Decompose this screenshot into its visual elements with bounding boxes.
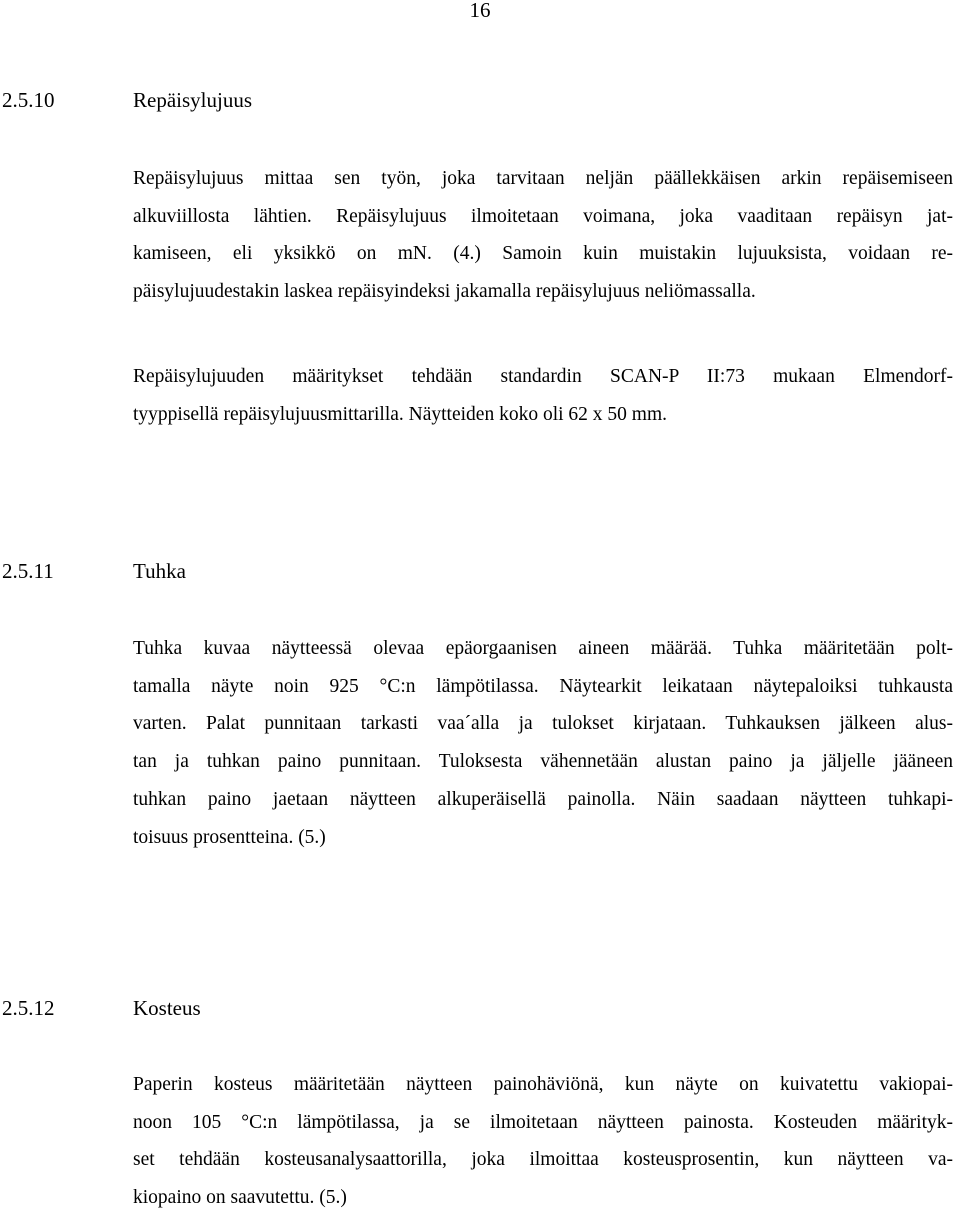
paragraph-repaisylujuus-method	[133, 358, 953, 433]
section-heading-kosteus	[2, 996, 201, 1020]
text-line: toisuus prosentteina. (5.)	[133, 826, 326, 848]
text-line: tuhkan paino jaetaan näytteen alkuperäisellä painolla. Näin saadaan näytteen tuhkapi-	[133, 788, 953, 810]
text-line: tamalla näyte noin 925 °C:n lämpötilassa. Näytearkit leikataan näytepaloiksi tuhkausta	[133, 675, 953, 697]
text-line: set tehdään kosteusanalysaattorilla, joka ilmoittaa kosteusprosentin, kun näytteen va-	[133, 1149, 953, 1171]
text-line: alkuviillosta lähtien. Repäisylujuus ilmoitetaan voimana, joka vaaditaan repäisyn jat-	[133, 205, 953, 227]
text-line: Paperin kosteus määritetään näytteen painohäviönä, kun näyte on kuivatettu vakiopai-	[133, 1074, 953, 1095]
section-number: 2.5.12	[2, 996, 55, 1020]
section-number: 2.5.10	[2, 88, 55, 112]
page-number: 16	[469, 0, 491, 22]
text-line: Repäisylujuuden määritykset tehdään standardin SCAN-P II:73 mukaan Elmendorf-	[133, 366, 953, 387]
paragraph-kosteus	[133, 1066, 953, 1217]
text-line: tan ja tuhkan paino punnitaan. Tuloksesta vähennetään alustan paino ja jäljelle jääneen	[133, 751, 953, 773]
section-heading-tuhka	[2, 559, 186, 583]
text-line: Tuhka kuvaa näytteessä olevaa epäorgaanisen aineen määrää. Tuhka määritetään polt-	[133, 638, 953, 659]
section-heading-repaisylujuus	[2, 88, 252, 112]
paragraph-tuhka	[133, 630, 953, 856]
section-number: 2.5.11	[2, 559, 54, 583]
text-line: Repäisylujuus mittaa sen työn, joka tarvitaan neljän päällekkäisen arkin repäisemiseen	[133, 168, 953, 189]
text-line: varten. Palat punnitaan tarkasti vaa´alla ja tulokset kirjataan. Tuhkauksen jälkeen alus-	[133, 713, 953, 735]
text-line: noon 105 °C:n lämpötilassa, ja se ilmoitetaan näytteen painosta. Kosteuden määrityk-	[133, 1111, 953, 1133]
section-title: Tuhka	[133, 559, 186, 583]
section-title: Repäisylujuus	[133, 88, 252, 112]
text-line: kamiseen, eli yksikkö on mN. (4.) Samoin kuin muistakin lujuuksista, voidaan re-	[133, 243, 953, 265]
text-line: päisylujuudestakin laskea repäisyindeksi jakamalla repäisylujuus neliömassalla.	[133, 281, 756, 303]
paragraph-repaisylujuus-definition	[133, 160, 953, 311]
text-line: tyyppisellä repäisylujuusmittarilla. Näytteiden koko oli 62 x 50 mm.	[133, 403, 668, 425]
text-line: kiopaino on saavutettu. (5.)	[133, 1187, 347, 1209]
section-title: Kosteus	[133, 996, 201, 1020]
